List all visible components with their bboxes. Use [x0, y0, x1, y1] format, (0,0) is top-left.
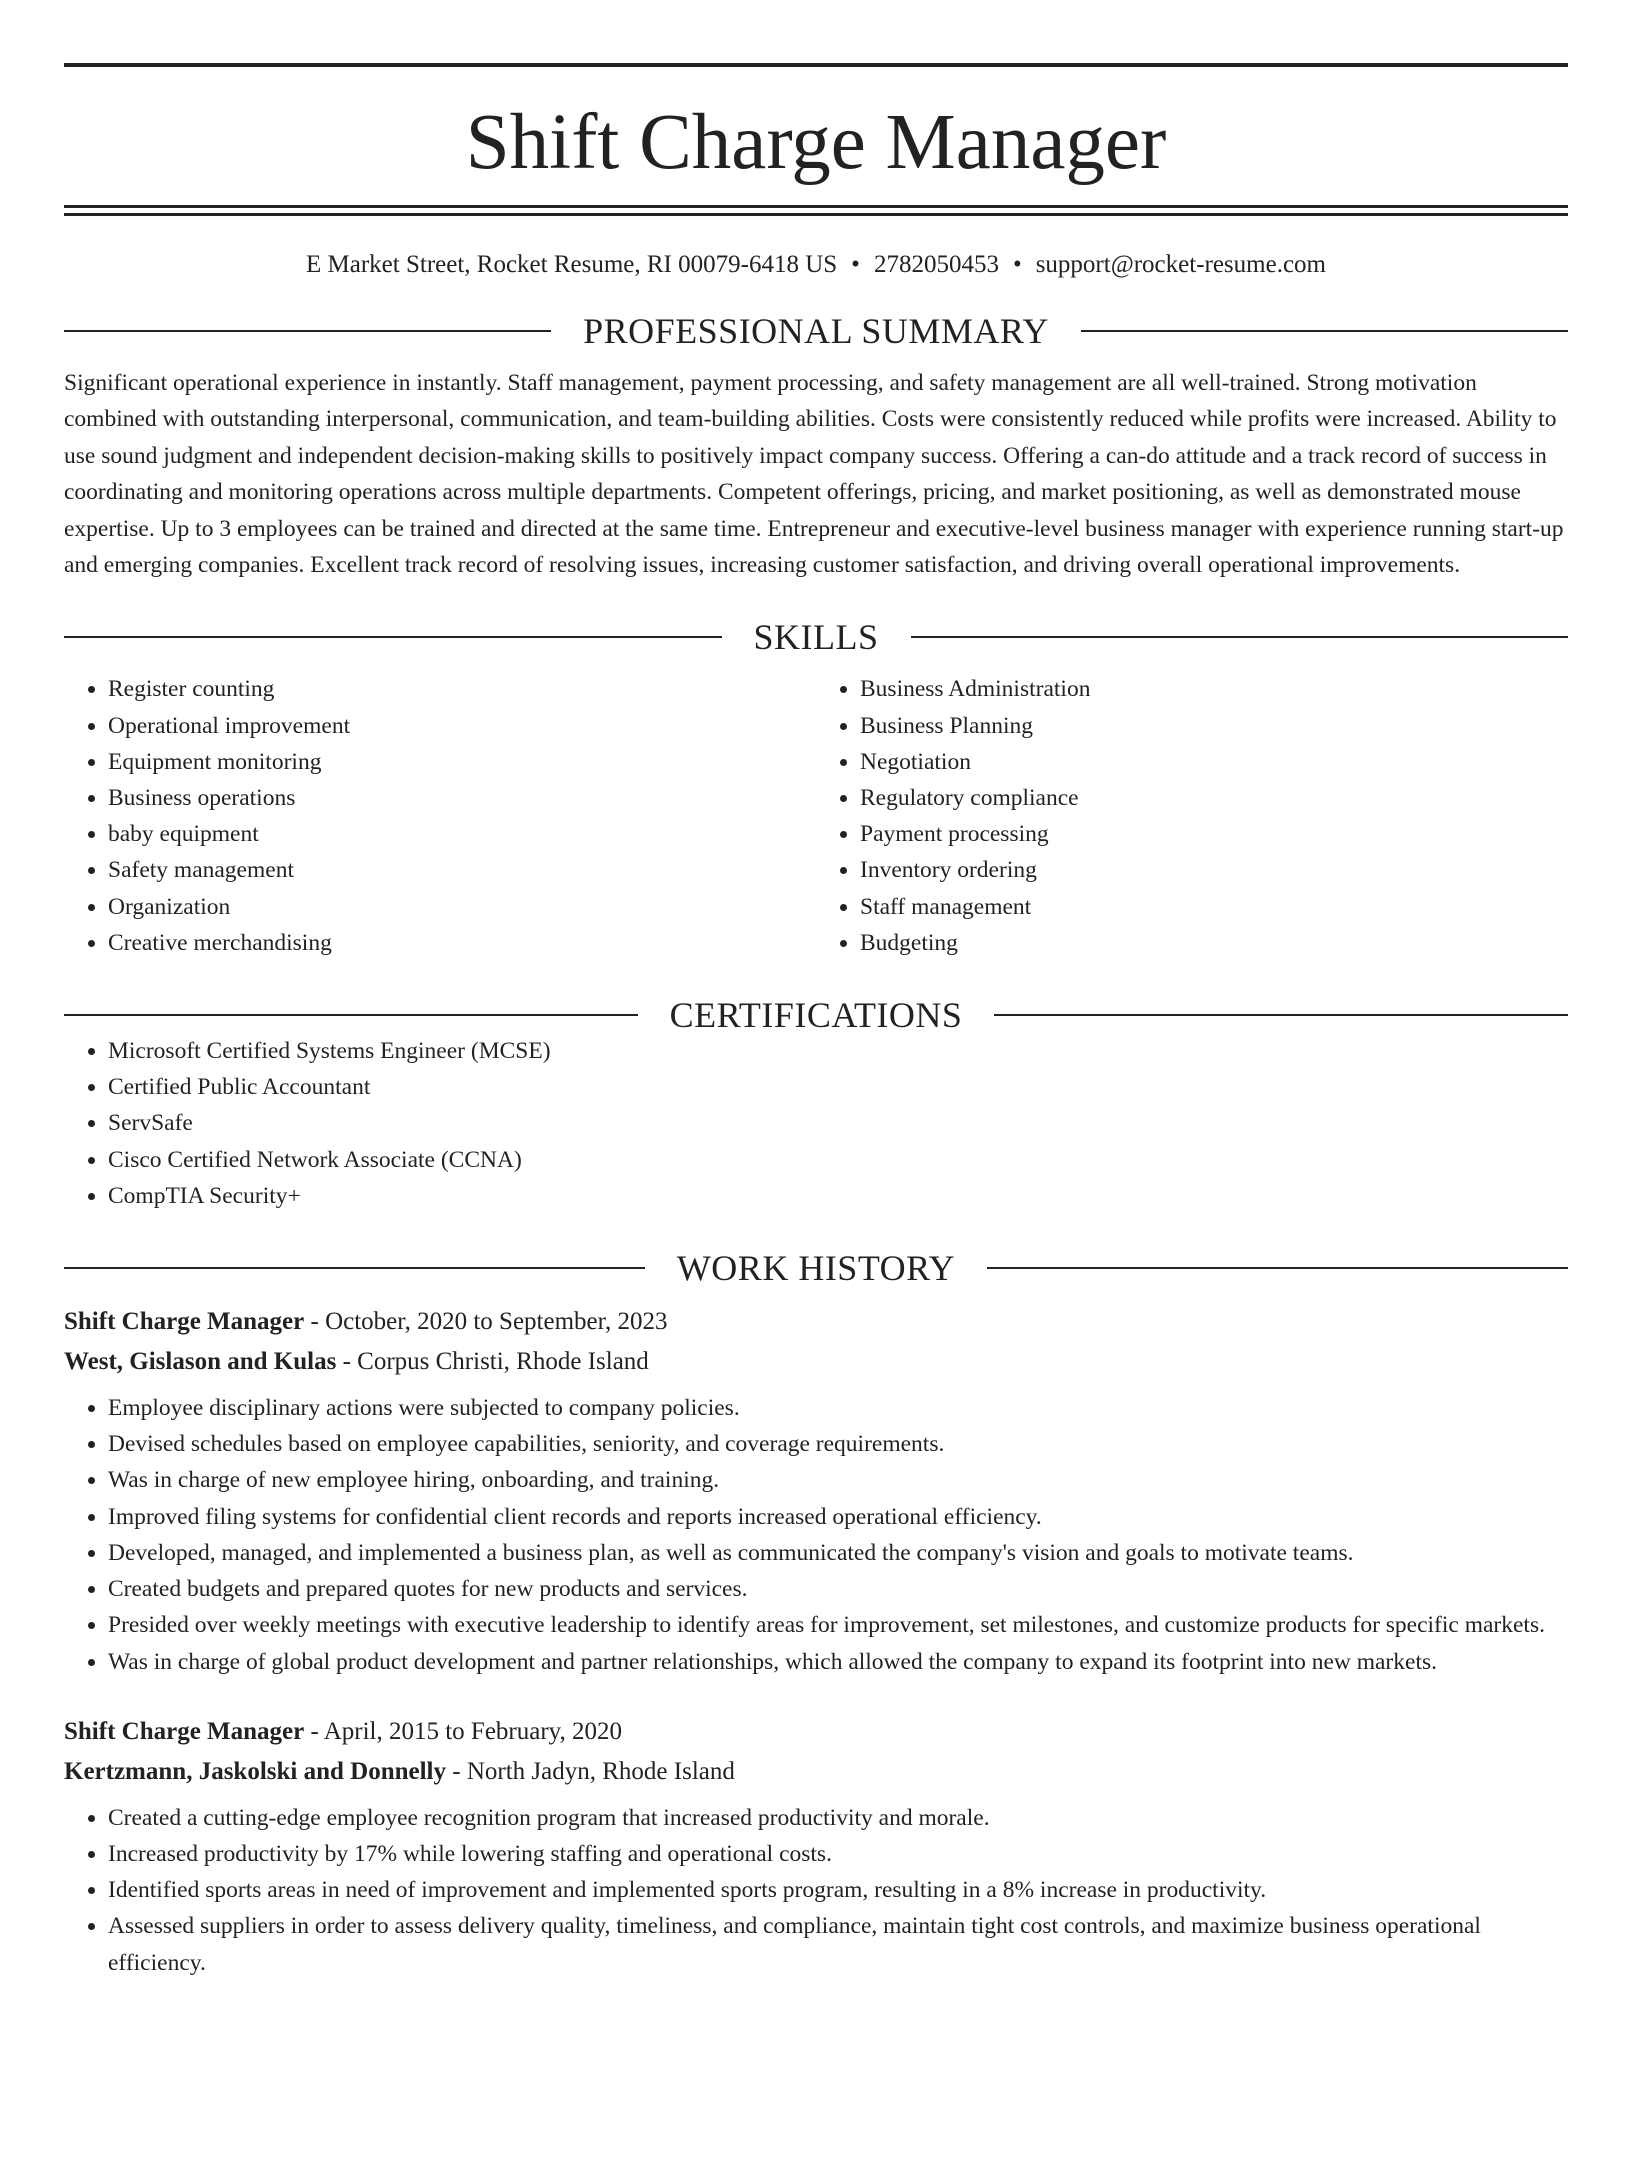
- list-item: • baby equipment: [108, 816, 816, 852]
- list-item: • Staff management: [860, 889, 1568, 925]
- job-location: - Corpus Christi, Rhode Island: [336, 1348, 649, 1376]
- contact-email: support@rocket-resume.com: [1035, 251, 1326, 278]
- list-item: • Operational improvement: [108, 708, 816, 744]
- job-location: - North Jadyn, Rhode Island: [446, 1757, 735, 1785]
- list-item: • Increased productivity by 17% while lowering staffing and operational costs.: [108, 1836, 1568, 1872]
- list-item: • Inventory ordering: [860, 852, 1568, 888]
- list-item: • Equipment monitoring: [108, 744, 816, 780]
- job-entry: [64, 1302, 1568, 1680]
- skills-heading: SKILLS: [753, 617, 879, 658]
- list-item: • Payment processing: [860, 816, 1568, 852]
- certifications-heading: CERTIFICATIONS: [669, 995, 963, 1036]
- list-item: • Employee disciplinary actions were subjected to company policies.: [108, 1390, 1568, 1426]
- list-item: • Devised schedules based on employee capabilities, seniority, and coverage requirements.: [108, 1426, 1568, 1462]
- list-item: • Register counting: [108, 671, 816, 707]
- header-double-rule: [64, 205, 1568, 216]
- job-bullets: [64, 1800, 1568, 1981]
- list-item: • Created a cutting-edge employee recognition program that increased productivity and morale.: [108, 1800, 1568, 1836]
- job-bullets: [64, 1390, 1568, 1680]
- job-title: Shift Charge Manager: [64, 1308, 305, 1336]
- job-company-line: [64, 1752, 1568, 1792]
- list-item: • Improved filing systems for confidential client records and reports increased operational efficiency.: [108, 1499, 1568, 1535]
- list-item: • Negotiation: [860, 744, 1568, 780]
- contact-phone: 2782050453: [873, 251, 999, 278]
- list-item: • Created budgets and prepared quotes for new products and services.: [108, 1571, 1568, 1607]
- skills-section-header: [64, 617, 1568, 658]
- work-history-list: [64, 1302, 1568, 1981]
- list-item: • Cisco Certified Network Associate (CCNA): [108, 1142, 1568, 1178]
- list-item: • Creative merchandising: [108, 925, 816, 961]
- list-item: • Was in charge of new employee hiring, onboarding, and training.: [108, 1462, 1568, 1498]
- list-item: • Was in charge of global product development and partner relationships, which allowed the company to expand its footprint into new markets.: [108, 1644, 1568, 1680]
- job-company: West, Gislason and Kulas: [64, 1348, 337, 1376]
- list-item: • Certified Public Accountant: [108, 1069, 1568, 1105]
- list-item: • Business Planning: [860, 708, 1568, 744]
- work-section-header: [64, 1248, 1568, 1289]
- summary-section-header: [64, 313, 1568, 349]
- skills-list-left: [64, 671, 816, 961]
- job-entry: [64, 1712, 1568, 1981]
- list-item: • Safety management: [108, 852, 816, 888]
- list-item: • Presided over weekly meetings with executive leadership to identify areas for improvement, set milestones, and customize products for specific markets.: [108, 1607, 1568, 1643]
- list-item: • Organization: [108, 889, 816, 925]
- contact-line: [64, 252, 1568, 277]
- job-company-line: [64, 1342, 1568, 1382]
- summary-text: Significant operational experience in instantly. Staff management, payment processing, and safety management are all well-trained. Strong motivation combined with outstanding interpersonal, communication, and team-building abilities. Costs were consistently reduced while profits were increased. Ability to use sound judgment and independent decision-making skills to positively impact company success. Offering a can-do attitude and a track record of success in coordinating and monitoring operations across multiple departments. Competent offerings, pricing, and market positioning, as well as demonstrated mouse expertise. Up to 3 employees can be trained and directed at the same time. Entrepreneur and executive-level business manager with experience running start-up and emerging companies. Excellent track record of resolving issues, increasing customer satisfaction, and driving overall operational improvements.: [64, 370, 1564, 579]
- candidate-name: Shift Charge Manager: [465, 99, 1167, 186]
- contact-separator: •: [851, 251, 860, 278]
- top-rule: [64, 63, 1568, 67]
- certifications-list: [64, 1033, 1568, 1214]
- list-item: • Developed, managed, and implemented a business plan, as well as communicated the company's vision and goals to motivate teams.: [108, 1535, 1568, 1571]
- job-dates: - October, 2020 to September, 2023: [304, 1308, 668, 1336]
- list-item: • Business operations: [108, 780, 816, 816]
- work-heading: WORK HISTORY: [676, 1248, 956, 1289]
- list-item: • CompTIA Security+: [108, 1178, 1568, 1214]
- resume-page: [0, 63, 1632, 2175]
- contact-address: E Market Street, Rocket Resume, RI 00079-6418 US: [306, 251, 838, 278]
- job-title-line: [64, 1302, 1568, 1342]
- contact-separator: •: [1012, 251, 1022, 278]
- certifications-section-header: [64, 995, 1568, 1036]
- list-item: • Assessed suppliers in order to assess delivery quality, timeliness, and compliance, maintain tight cost controls, and maximize business operational efficiency.: [108, 1908, 1568, 1980]
- job-company: Kertzmann, Jaskolski and Donnelly: [64, 1757, 447, 1785]
- job-title: Shift Charge Manager: [64, 1717, 305, 1745]
- list-item: • Regulatory compliance: [860, 780, 1568, 816]
- list-item: • Microsoft Certified Systems Engineer (MCSE): [108, 1033, 1568, 1069]
- job-dates: - April, 2015 to February, 2020: [304, 1717, 623, 1745]
- skills-list-right: [816, 671, 1568, 961]
- skills-grid: [64, 671, 1568, 961]
- job-title-line: [64, 1712, 1568, 1752]
- summary-heading: PROFESSIONAL SUMMARY: [583, 311, 1049, 351]
- list-item: • Budgeting: [860, 925, 1568, 961]
- list-item: • ServSafe: [108, 1105, 1568, 1141]
- list-item: • Business Administration: [860, 671, 1568, 707]
- list-item: • Identified sports areas in need of improvement and implemented sports program, resulting in a 8% increase in productivity.: [108, 1872, 1568, 1908]
